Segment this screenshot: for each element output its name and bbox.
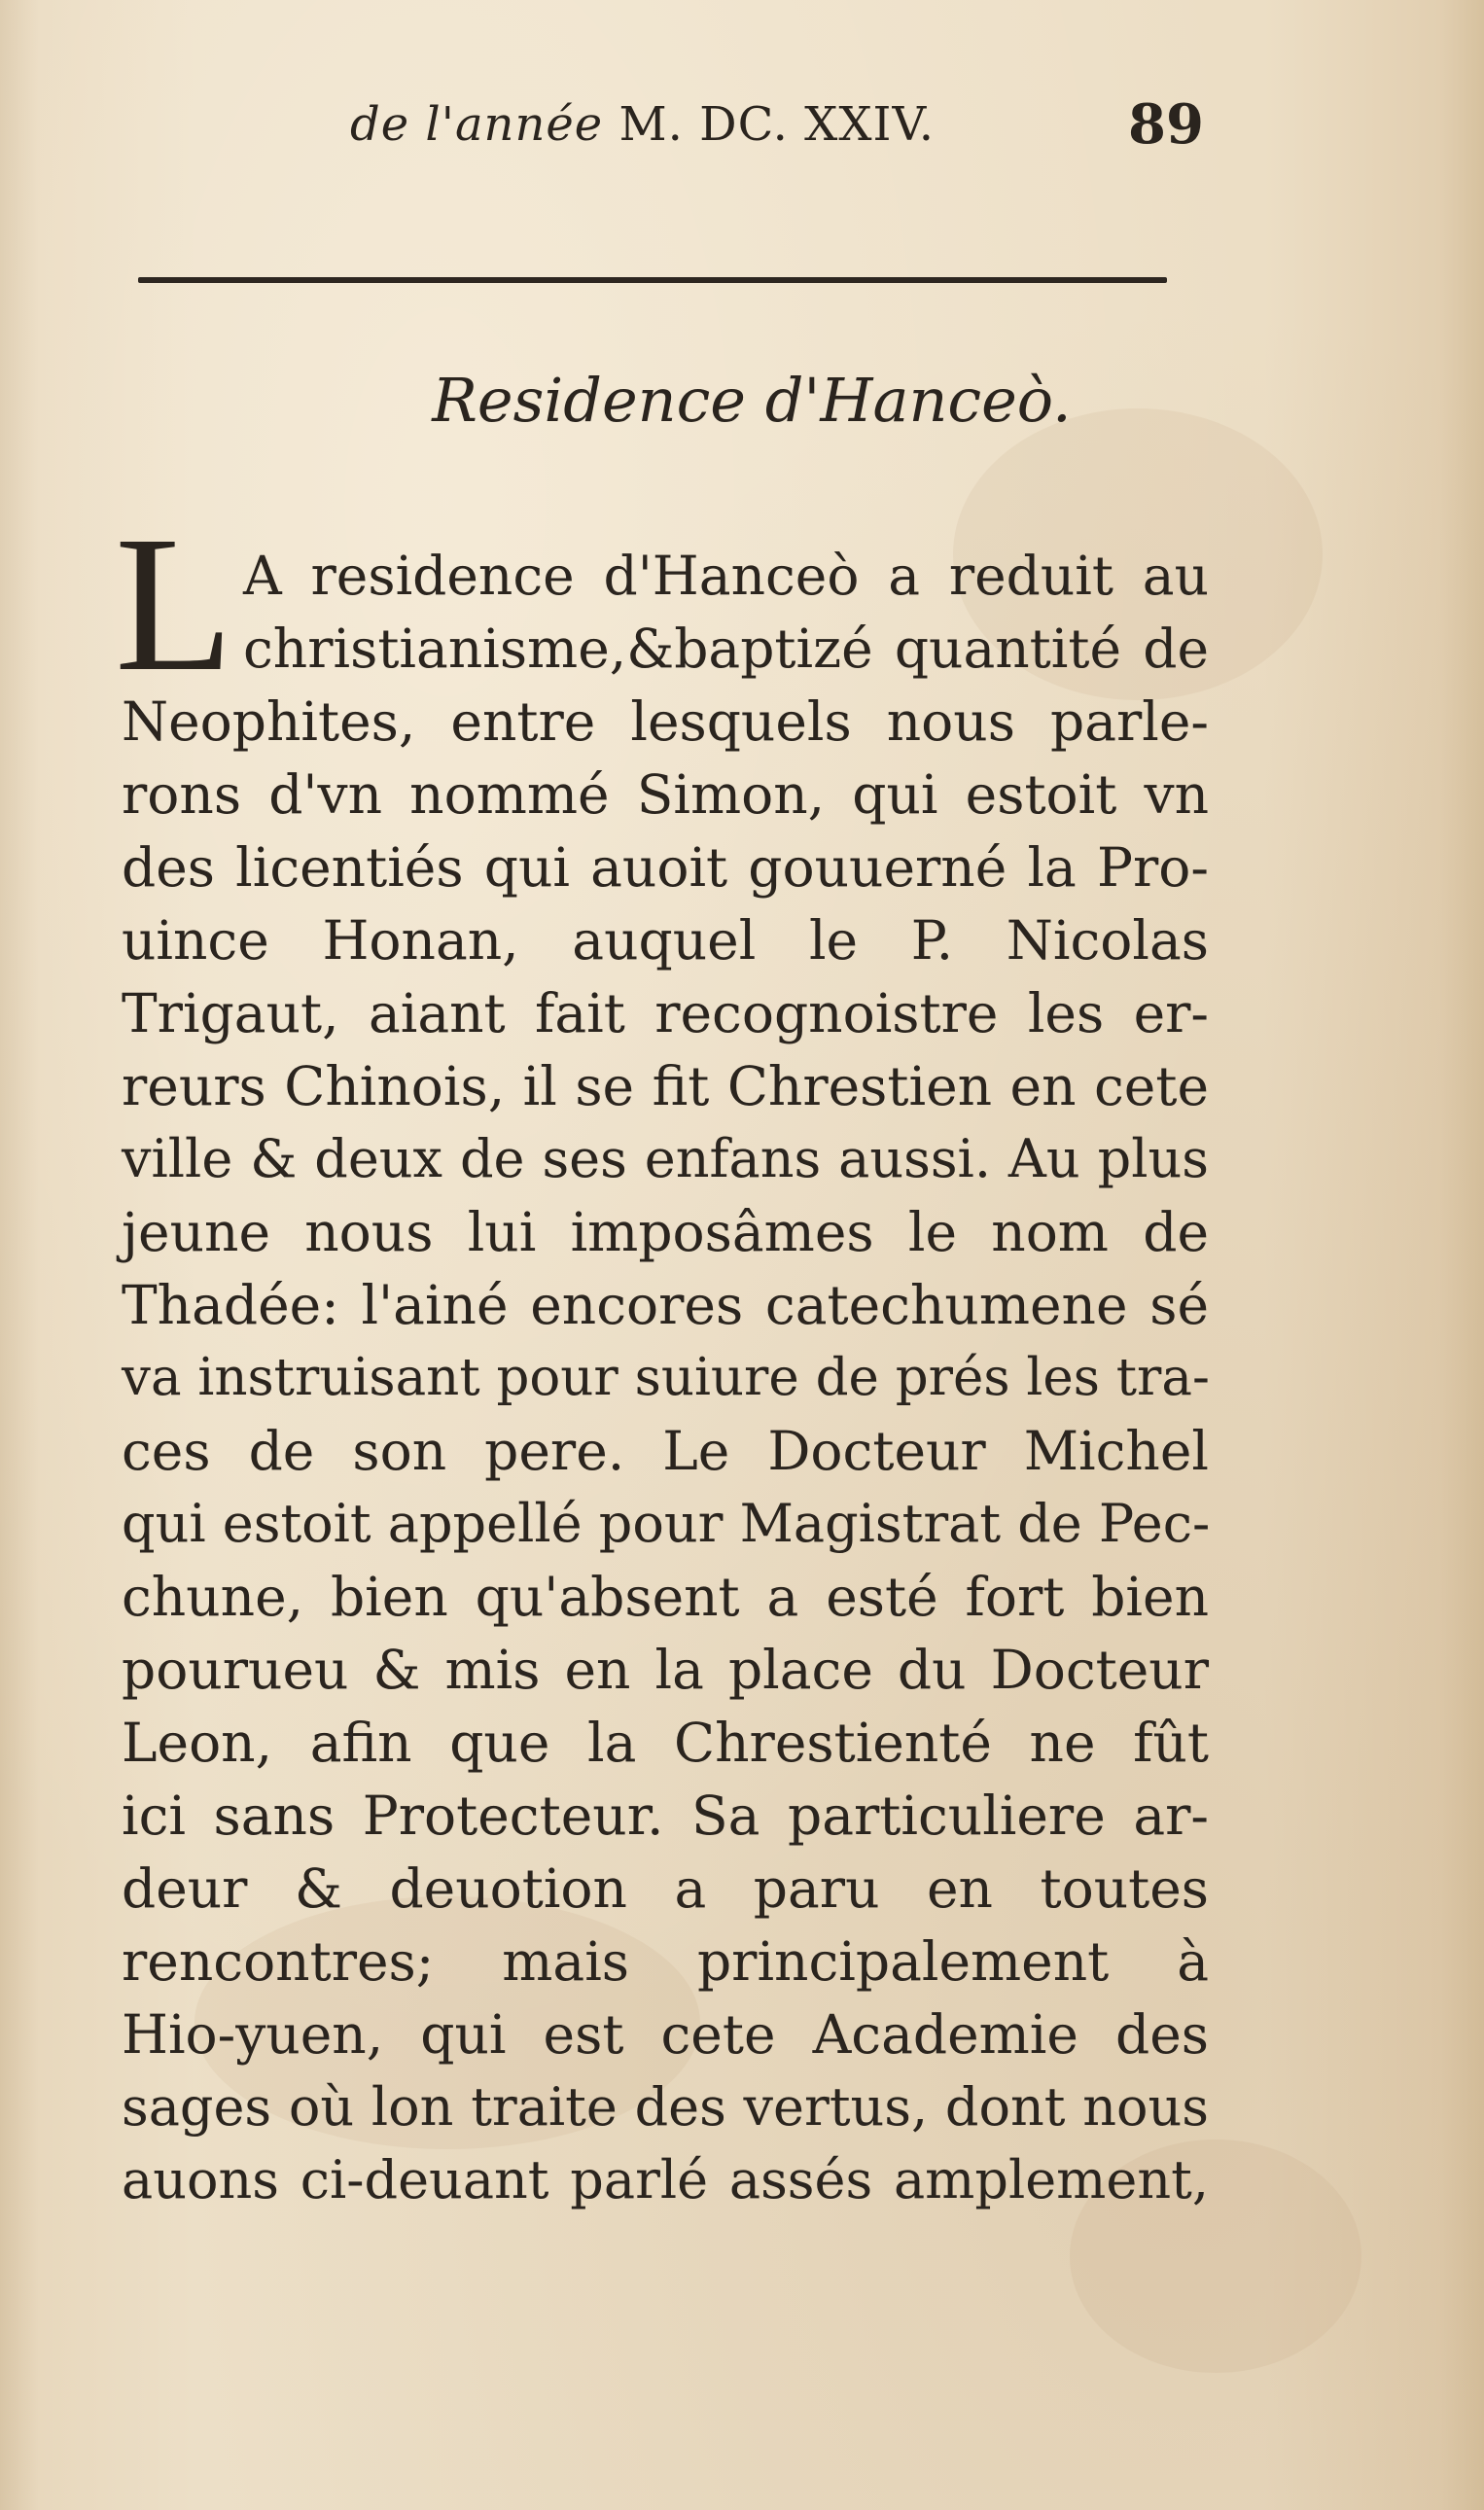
text-line: va instruisant pour suiure de prés les tra- xyxy=(122,1348,1210,1407)
text-line: Leon, afin que la Chrestienté ne fût xyxy=(122,1712,1209,1774)
text-line: reurs Chinois, il se fit Chrestien en cete xyxy=(122,1055,1209,1117)
text-line: des licentiés qui auoit gouuerné la Pro- xyxy=(122,836,1209,899)
text-line: Trigaut, aiant fait recognoistre les er- xyxy=(122,982,1209,1044)
header-rule xyxy=(138,277,1167,283)
running-head xyxy=(350,97,935,152)
drop-cap: L xyxy=(115,497,234,712)
text-line: qui estoit appellé pour Magistrat de Pec- xyxy=(122,1493,1211,1554)
running-head-year: M. DC. XXIV. xyxy=(618,97,935,152)
text-line: deur & deuotion a paru en toutes xyxy=(122,1857,1209,1920)
text-line: Neophites, entre lesquels nous parle- xyxy=(122,690,1209,753)
text-line: ici sans Protecteur. Sa particuliere ar- xyxy=(122,1785,1209,1847)
text-line: sages où lon traite des vertus, dont nous xyxy=(122,2076,1209,2138)
text-line: ville & deux de ses enfans aussi. Au plus xyxy=(122,1128,1209,1189)
section-title: Residence d'Hanceò. xyxy=(432,365,1072,436)
text-line: chune, bien qu'absent a esté fort bien xyxy=(122,1566,1209,1628)
text-line: uince Honan, auquel le P. Nicolas xyxy=(122,909,1209,972)
text-line: jeune nous lui imposâmes le nom de xyxy=(122,1201,1209,1263)
text-line: auons ci-deuant parlé assés amplement, xyxy=(122,2149,1209,2210)
text-line: Hio-yuen, qui est cete Academie des xyxy=(122,2003,1209,2066)
text-line: ces de son pere. Le Docteur Michel xyxy=(122,1420,1209,1482)
text-line: christianisme,&baptizé quantité de xyxy=(243,618,1209,680)
page-number: 89 xyxy=(1128,92,1204,157)
text-line: rencontres; mais principalement à xyxy=(122,1930,1209,1993)
text-line: rons d'vn nommé Simon, qui estoit vn xyxy=(122,763,1209,826)
running-head-italic: de l'année xyxy=(350,97,604,152)
text-line: A residence d'Hanceò a reduit au xyxy=(243,545,1209,607)
text-line: pourueu & mis en la place du Docteur xyxy=(122,1639,1209,1701)
text-line: Thadée: l'ainé encores catechumene sé xyxy=(122,1274,1209,1336)
